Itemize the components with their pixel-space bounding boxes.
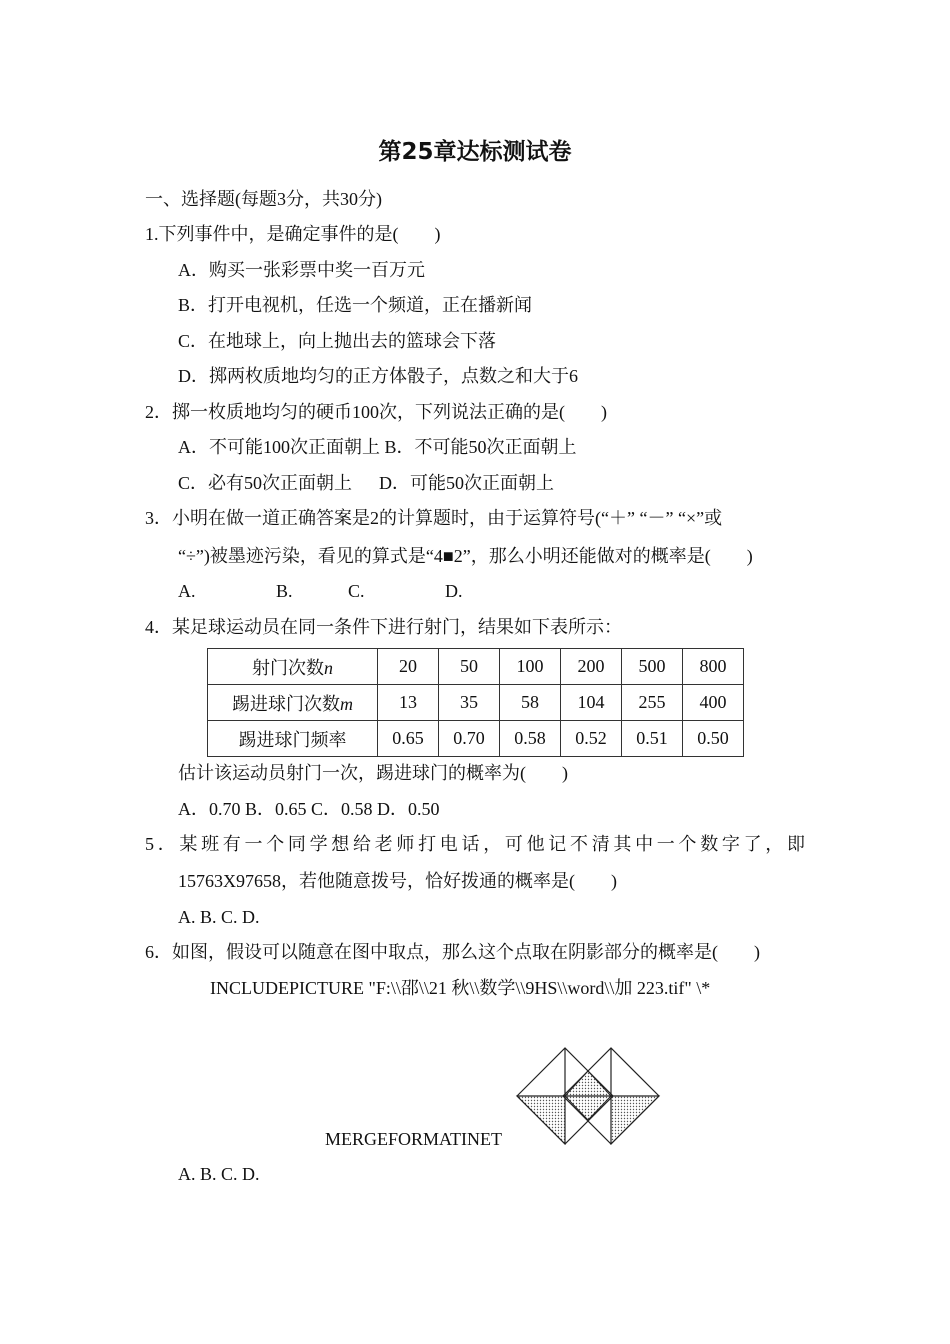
table-row-header: 踢进球门频率 xyxy=(208,721,378,757)
table-cell: 200 xyxy=(561,649,622,685)
q6-options: A. B. C. D. xyxy=(178,1164,260,1184)
table-cell: 104 xyxy=(561,685,622,721)
field-code-includepicture: INCLUDEPICTURE "F:\\邵\\21 秋\\数学\\9HS\\word\\加 223.tif" \* xyxy=(210,978,711,998)
table-cell: 400 xyxy=(683,685,744,721)
q2-stem: 2．掷一枚质地均匀的硬币100次，下列说法正确的是( ) xyxy=(145,402,607,422)
figure-outline xyxy=(517,1048,659,1144)
q4-stem: 4．某足球运动员在同一条件下进行射门，结果如下表所示： xyxy=(145,617,622,637)
table-row-header: 射门次数n xyxy=(208,649,378,685)
table-cell: 255 xyxy=(622,685,683,721)
shaded-diamond-figure xyxy=(512,1045,664,1145)
q3-option-b: B. xyxy=(276,581,293,601)
table-cell: 0.58 xyxy=(500,721,561,757)
q3-stem-line1: 3．小明在做一道正确答案是2的计算题时，由于运算符号(“＋” “－” “×”或 xyxy=(145,508,723,528)
table-cell: 0.65 xyxy=(378,721,439,757)
section-heading: 一、选择题(每题3分，共30分) xyxy=(145,189,382,209)
q1-option-b: B．打开电视机，任选一个频道，正在播新闻 xyxy=(178,295,533,315)
q3-stem-line2: “÷”)被墨迹污染，看见的算式是“4■2”，那么小明还能做对的概率是( ) xyxy=(178,546,753,566)
q2-options-row1: A．不可能100次正面朝上 B．不可能50次正面朝上 xyxy=(178,437,577,457)
table-cell: 100 xyxy=(500,649,561,685)
table-row xyxy=(208,649,744,685)
q5-stem-line1: 5．某班有一个同学想给老师打电话，可他记不清其中一个数字了，即 xyxy=(145,834,805,854)
table-cell: 500 xyxy=(622,649,683,685)
q2-options-row2: C．必有50次正面朝上 D．可能50次正面朝上 xyxy=(178,473,555,493)
table-cell: 0.50 xyxy=(683,721,744,757)
q4-options: A．0.70 B．0.65 C．0.58 D．0.50 xyxy=(178,799,440,819)
q3-option-d: D. xyxy=(445,581,463,601)
table-row xyxy=(208,685,744,721)
table-cell: 13 xyxy=(378,685,439,721)
field-code-mergeformat: MERGEFORMATINET xyxy=(325,1129,503,1149)
table-row xyxy=(208,721,744,757)
table-cell: 35 xyxy=(439,685,500,721)
frequency-table xyxy=(207,648,744,757)
q1-option-a: A．购买一张彩票中奖一百万元 xyxy=(178,260,425,280)
q1-option-c: C．在地球上，向上抛出去的篮球会下落 xyxy=(178,331,497,351)
table-cell: 50 xyxy=(439,649,500,685)
q5-options: A. B. C. D. xyxy=(178,907,260,927)
table-cell: 0.51 xyxy=(622,721,683,757)
table-row-header: 踢进球门次数m xyxy=(208,685,378,721)
q1-stem: 1.下列事件中，是确定事件的是( ) xyxy=(145,224,441,244)
table-cell: 0.70 xyxy=(439,721,500,757)
table-cell: 58 xyxy=(500,685,561,721)
table-cell: 0.52 xyxy=(561,721,622,757)
q5-stem-line2: 15763X97658，若他随意拨号，恰好拨通的概率是( ) xyxy=(178,871,617,891)
q3-option-a: A. xyxy=(178,581,196,601)
table-cell: 20 xyxy=(378,649,439,685)
q3-option-c: C. xyxy=(348,581,365,601)
q6-stem: 6．如图，假设可以随意在图中取点，那么这个点取在阴影部分的概率是( ) xyxy=(145,942,760,962)
page-title: 第25章达标测试卷 xyxy=(378,139,572,165)
table-cell: 800 xyxy=(683,649,744,685)
q4-question: 估计该运动员射门一次，踢进球门的概率为( ) xyxy=(178,763,568,783)
q1-option-d: D．掷两枚质地均匀的正方体骰子，点数之和大于6 xyxy=(178,366,578,386)
